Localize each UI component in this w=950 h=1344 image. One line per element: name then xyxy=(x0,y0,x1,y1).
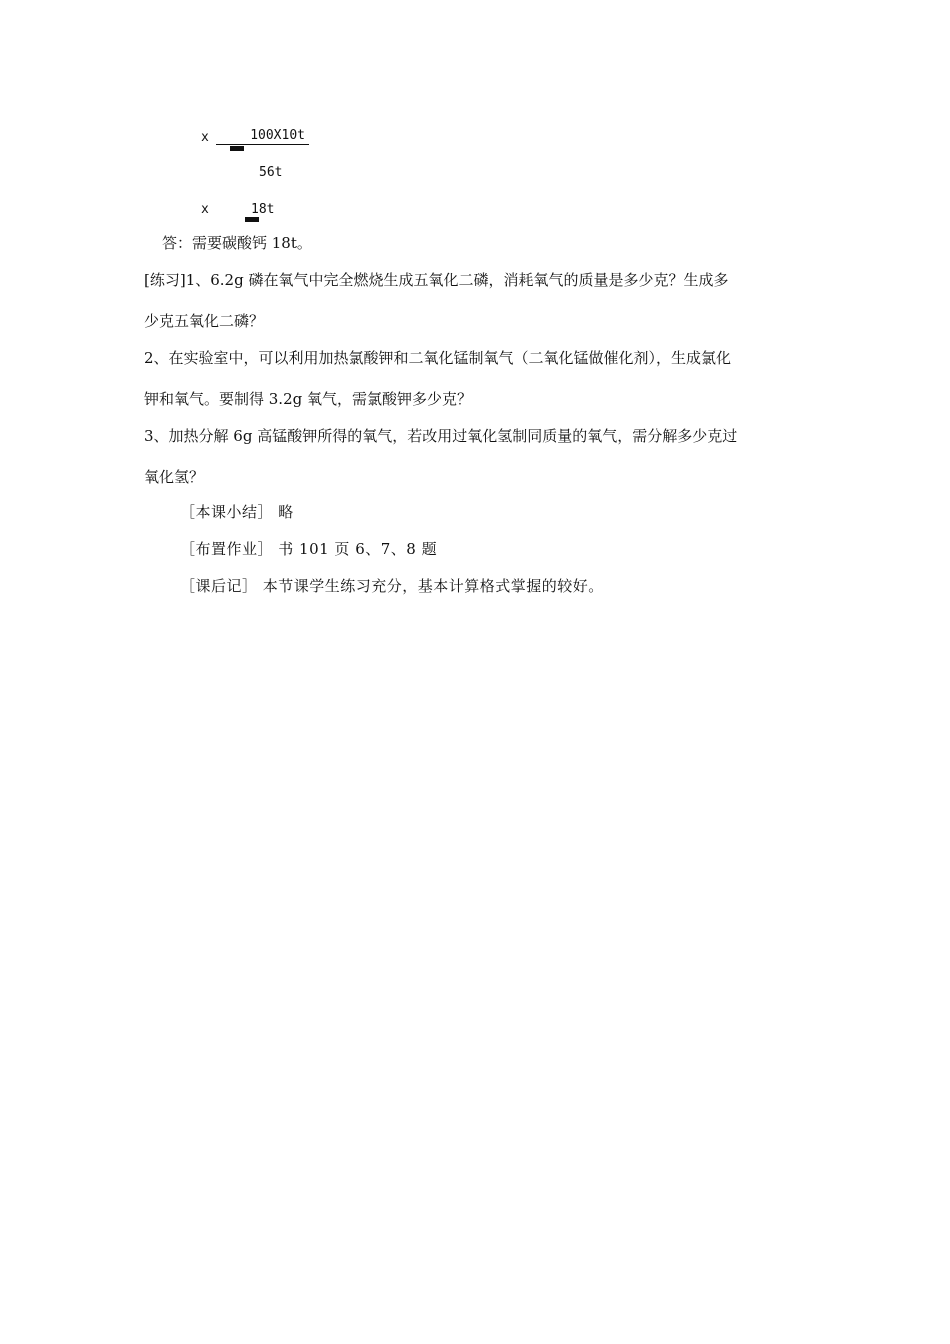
answer-line: 答：需要碳酸钙 18t。 xyxy=(162,234,312,252)
exercise-2-line-2: 钾和氧气。要制得 3.2g 氧气，需氯酸钾多少克？ xyxy=(144,390,472,408)
exercise-1-line-2: 少克五氧化二磷？ xyxy=(144,312,265,330)
calc-result: 18t xyxy=(251,202,275,217)
calc-x-label-2: x xyxy=(201,202,209,217)
exercise-1-line-1: [练习]1、6.2g 磷在氧气中完全燃烧生成五氧化二磷，消耗氧气的质量是多少克？生成多 xyxy=(144,271,729,289)
post-lesson-notes: ［课后记］ 本节课学生练习充分，基本计算格式掌握的较好。 xyxy=(180,577,604,595)
homework-assignment: ［布置作业］ 书 101 页 6、7、8 题 xyxy=(180,540,438,558)
calc-bar-mark-1 xyxy=(230,146,244,151)
calc-x-label-1: x xyxy=(201,130,209,145)
calc-bar-mark-2 xyxy=(245,217,259,222)
exercise-3-line-2: 氧化氢？ xyxy=(144,468,205,486)
calc-denominator: 56t xyxy=(259,165,283,180)
calc-numerator: 100X10t xyxy=(216,128,309,145)
exercise-3-line-1: 3、加热分解 6g 高锰酸钾所得的氧气，若改用过氧化氢制同质量的氧气，需分解多少克过 xyxy=(144,427,738,445)
exercise-2-line-1: 2、在实验室中，可以利用加热氯酸钾和二氧化锰制氧气（二氧化锰做催化剂），生成氯化 xyxy=(144,349,732,367)
lesson-summary: ［本课小结］ 略 xyxy=(180,503,294,521)
